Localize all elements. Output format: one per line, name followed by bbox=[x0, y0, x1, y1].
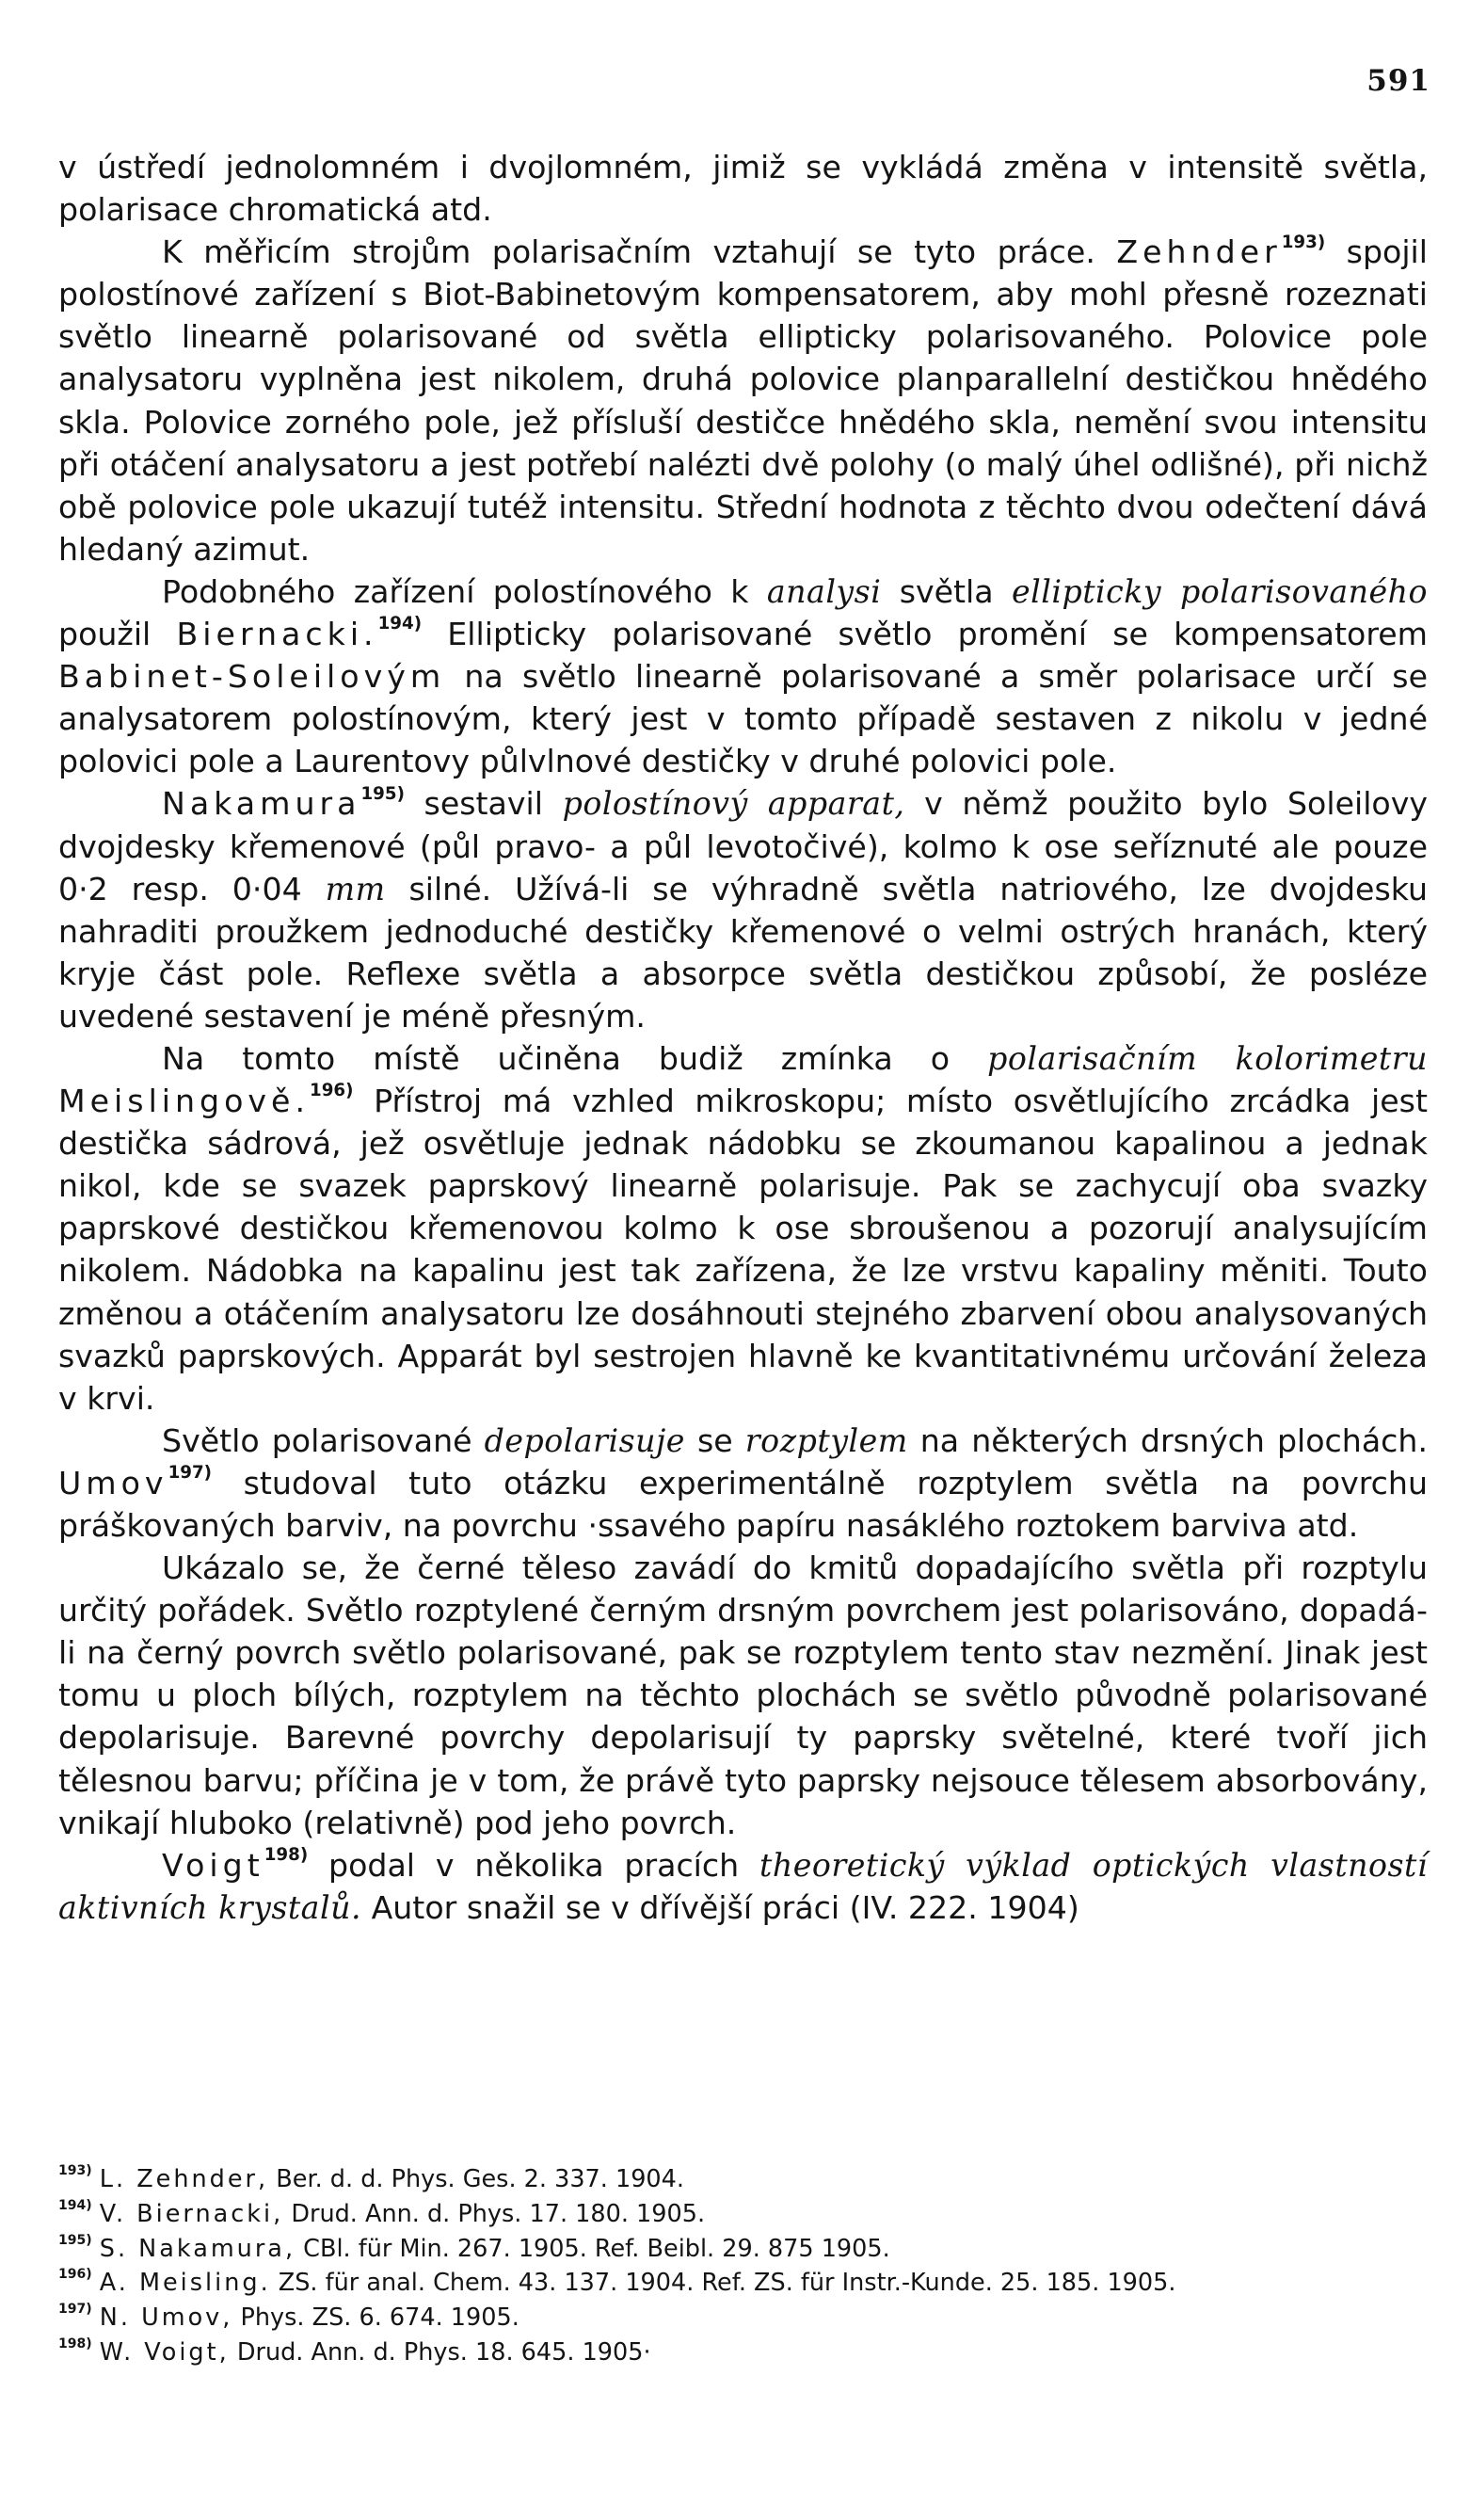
footnote-number: 193) bbox=[58, 2163, 92, 2178]
emphasis: depolarisuje bbox=[484, 1421, 685, 1459]
text-span: Na tomto místě učiněna budiž zmínka o bbox=[162, 1039, 988, 1077]
emphasis: theoretický výklad optických vlastností aktivních krystalů. bbox=[58, 1846, 1428, 1926]
author-name: Babinet-Soleilovým bbox=[58, 658, 446, 696]
text-span: Ukázalo se, že černé těleso zavádí do kmitů dopadajícího světla při rozptylu určitý pořádek. Světlo rozptylené černým drsným povrchem jest polarisováno, dopadá-li na černý povrch světlo polarisované, pak se rozptylem tento stav nezmění. Jinak jest tomu u ploch bílých, rozptylem na těchto plochách se světlo původně polarisované depolarisuje. Barevné povrchy depolarisují ty paprsky světelné, které tvoří jich tělesnou barvu; příčina je v tom, že právě tyto paprsky nejsouce tělesem absorbovány, vnikají hluboko (relativně) pod jeho povrch. bbox=[58, 1549, 1428, 1841]
text-span: v ústředí jednolomném i dvojlomném, jimiž se vykládá změna v intensitě světla, polarisace chromatická atd. bbox=[58, 149, 1428, 229]
footnote-citation: Drud. Ann. d. Phys. 17. 180. 1905. bbox=[283, 2199, 706, 2228]
emphasis: ellipticky polarisovaného bbox=[1011, 572, 1428, 610]
emphasis: rozptylem bbox=[744, 1421, 908, 1459]
footnote-198 bbox=[58, 2335, 1428, 2370]
paragraph-3 bbox=[58, 570, 1428, 782]
footnote-author: V. Biernacki, bbox=[99, 2199, 284, 2228]
text-span: sestavil bbox=[404, 785, 563, 823]
text-span: se bbox=[684, 1421, 745, 1459]
author-name: Nakamura bbox=[162, 785, 361, 823]
footnote-194 bbox=[58, 2197, 1428, 2232]
footnote-195 bbox=[58, 2232, 1428, 2267]
text-span: podal v několika pracích bbox=[308, 1846, 760, 1884]
paragraph-8 bbox=[58, 1844, 1428, 1929]
footnote-ref: 197) bbox=[168, 1463, 213, 1484]
text-span: spojil polostínové zařízení s Biot-Babinetovým kompensatorem, aby mohl přesně rozeznati světlo linearně polarisované od světla ellipticky polarisovaného. Polovice pole analysatoru vyplněna jest nikolem, druhá polovice planparallelní destičkou hnědého skla. Polovice zorného pole, jež přísluší destičce hnědého skla, nemění svou intensitu při otáčení analysatoru a jest potřebí nalézti dvě polohy (o malý úhel odlišné), při nichž obě polovice pole ukazují tutéž intensitu. Střední hodnota z těchto dvou odečtení dává hledaný azimut. bbox=[58, 233, 1428, 568]
text-span: použil bbox=[58, 616, 177, 653]
footnote-citation: Phys. ZS. 6. 674. 1905. bbox=[232, 2303, 519, 2333]
paragraph-5 bbox=[58, 1037, 1428, 1420]
text-span: Přístroj má vzhled mikroskopu; místo osvětlujícího zrcádka jest destička sádrová, jež osvětluje jednak nádobku se zkoumanou kapalinou a jednak nikol, kde se svazek paprskový linearně polarisuje. Pak se zachycují oba svazky paprskové destičkou křemenovou kolmo k ose sbroušenou a pozorují analysujícím nikolem. Nádobka na kapalinu jest tak zařízena, že lze vrstvu kapaliny měniti. Touto změnou a otáčením analysatoru lze dosáhnouti stejného zbarvení obou analysovaných svazků paprskových. Apparát byl sestrojen hlavně ke kvantitativnému určování železa v krvi. bbox=[58, 1083, 1428, 1417]
paragraph-2 bbox=[58, 231, 1428, 570]
author-name: Meislingově. bbox=[58, 1083, 311, 1120]
emphasis: analysi bbox=[766, 572, 882, 610]
footnote-citation: Ber. d. d. Phys. Ges. 2. 337. 1904. bbox=[268, 2165, 684, 2193]
footnote-196 bbox=[58, 2266, 1428, 2301]
text-span: Ellipticky polarisované světlo promění se kompensatorem bbox=[422, 616, 1428, 653]
paragraph-7 bbox=[58, 1547, 1428, 1844]
text-span: na světlo linearně polarisované a směr polarisace určí se analysatorem polostínovým, který jest v tomto případě sestaven z nikolu v jedné polovici pole a Laurentovy půlvlnové destičky v druhé polovici pole. bbox=[58, 658, 1428, 780]
footnote-number: 194) bbox=[58, 2197, 92, 2213]
paragraph-6 bbox=[58, 1420, 1428, 1547]
author-name: Zehnder bbox=[1116, 233, 1282, 271]
footnote-number: 197) bbox=[58, 2302, 92, 2318]
footnote-ref: 195) bbox=[360, 783, 405, 804]
footnote-author: S. Nakamura, bbox=[99, 2234, 296, 2263]
emphasis: mm bbox=[325, 870, 386, 907]
footnote-number: 198) bbox=[58, 2335, 92, 2351]
text-span: na některých drsných plochách. bbox=[907, 1421, 1428, 1459]
footnote-ref: 198) bbox=[264, 1845, 309, 1866]
page-number: 591 bbox=[1366, 64, 1430, 98]
paragraph-1 bbox=[58, 146, 1428, 231]
author-name: Voigt bbox=[162, 1846, 264, 1884]
text-span: silné. Užívá-li se výhradně světla natriového, lze dvojdesku nahraditi proužkem jednoduché destičky křemenové o velmi ostrých hranách, který kryje část pole. Reflexe světla a absorpce světla destičkou způsobí, že posléze uvedené sestavení je méně přesným. bbox=[58, 870, 1428, 1035]
author-name: Biernacki. bbox=[176, 616, 378, 653]
text-span: světla bbox=[881, 572, 1012, 610]
text-span: Světlo polarisované bbox=[162, 1421, 485, 1459]
footnote-author: L. Zehnder, bbox=[99, 2165, 269, 2193]
footnote-citation: ZS. für anal. Chem. 43. 137. 1904. Ref. ZS. für Instr.-Kunde. 25. 185. 1905. bbox=[270, 2269, 1176, 2298]
footnote-ref: 194) bbox=[377, 614, 423, 634]
paragraph-4 bbox=[58, 782, 1428, 1037]
text-span: v němž použito bylo Soleilovy dvojdesky křemenové (půl pravo- a půl levotočivé), kolmo k ose seříznuté ale pouze 0·2 resp. 0·04 bbox=[58, 785, 1429, 907]
emphasis: polostínový apparat, bbox=[562, 785, 905, 823]
footnote-author: A. Meisling. bbox=[99, 2269, 271, 2298]
footnote-ref: 196) bbox=[310, 1081, 354, 1101]
body-text bbox=[58, 146, 1428, 1929]
author-name: Umov bbox=[58, 1464, 168, 1501]
footnote-number: 195) bbox=[58, 2232, 92, 2248]
footnote-author: N. Umov, bbox=[99, 2303, 233, 2333]
footnote-citation: Drud. Ann. d. Phys. 18. 645. 1905· bbox=[229, 2337, 651, 2367]
footnote-193 bbox=[58, 2162, 1428, 2197]
text-span: Podobného zařízení polostínového k bbox=[162, 572, 767, 610]
footnote-author: W. Voigt, bbox=[99, 2337, 230, 2367]
footnote-citation: CBl. für Min. 267. 1905. Ref. Beibl. 29. 875 1905. bbox=[296, 2234, 890, 2263]
footnote-197 bbox=[58, 2301, 1428, 2335]
footnote-ref: 193) bbox=[1281, 232, 1326, 252]
text-span: K měřicím strojům polarisačním vztahují se tyto práce. bbox=[162, 233, 1117, 271]
text-span: Autor snažil se v dřívější práci (IV. 222. 1904) bbox=[361, 1888, 1079, 1926]
emphasis: polarisačním kolorimetru bbox=[987, 1039, 1429, 1077]
footnote-number: 196) bbox=[58, 2267, 92, 2283]
text-span: studoval tuto otázku experimentálně rozptylem světla na povrchu práškovaných barviv, na povrchu ·ssavého papíru nasáklého roztokem barviva atd. bbox=[58, 1464, 1428, 1544]
footnotes bbox=[58, 2162, 1428, 2370]
